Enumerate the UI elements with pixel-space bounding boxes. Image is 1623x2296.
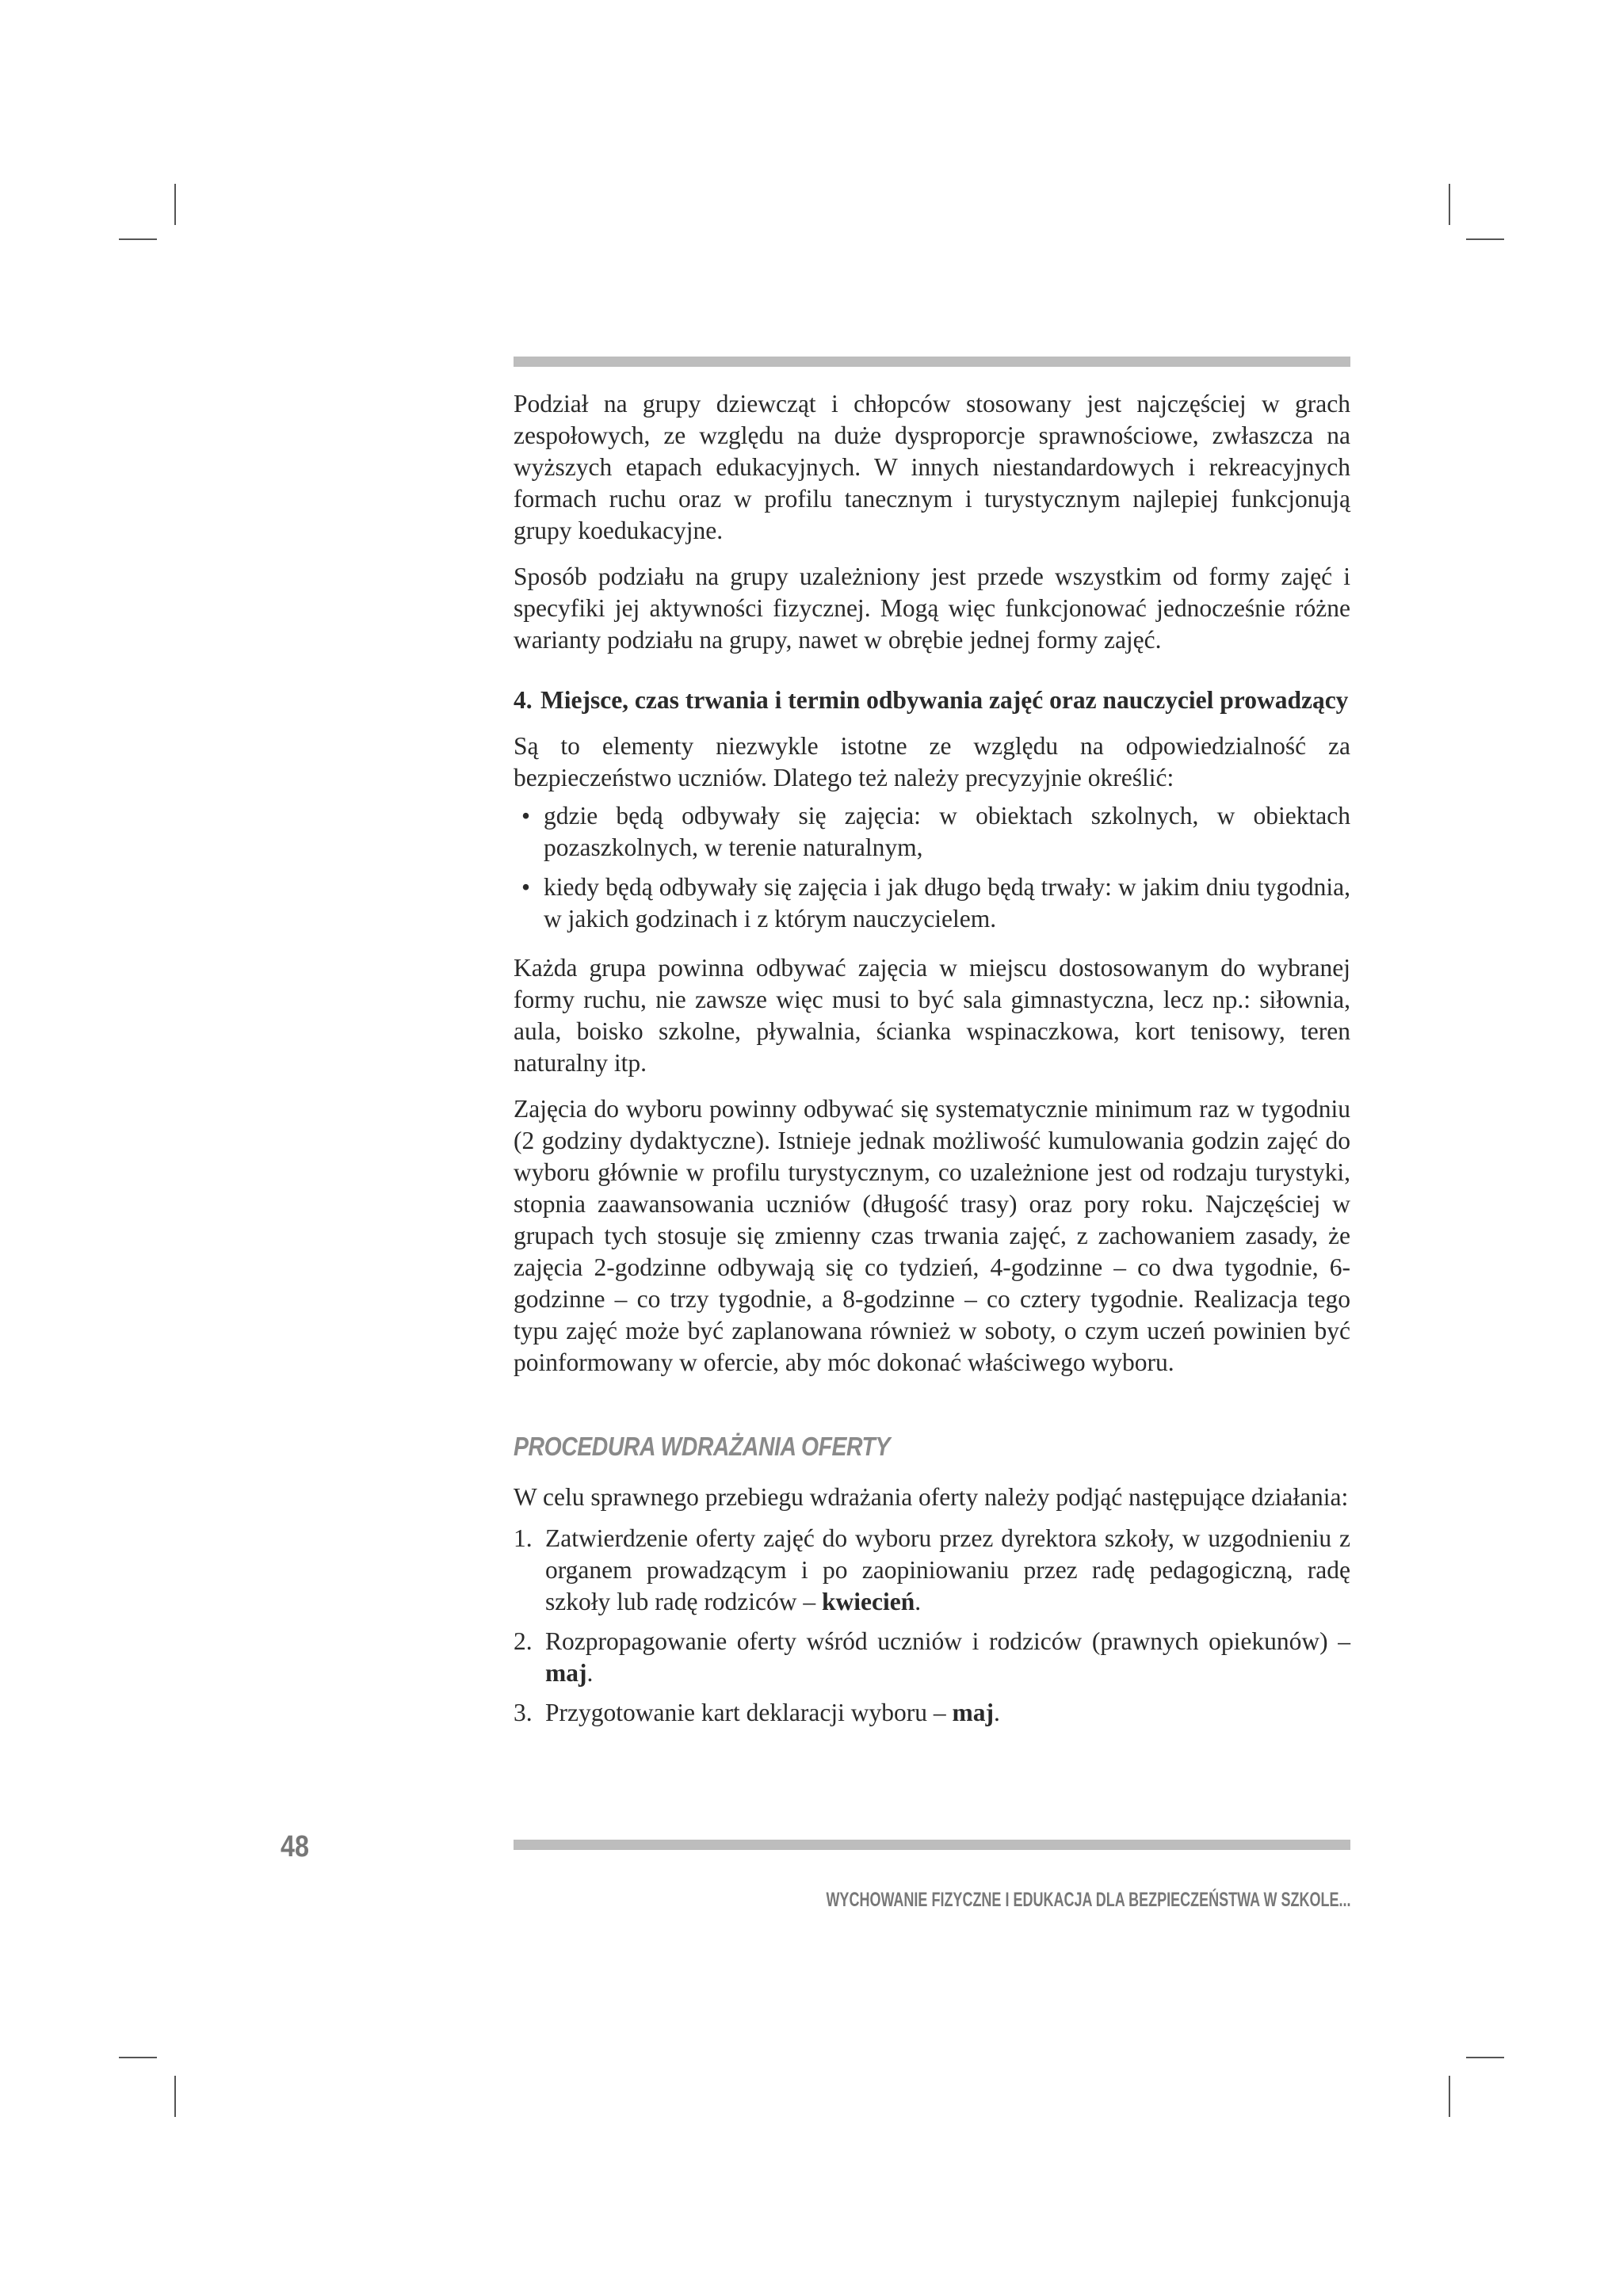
footer-rule	[514, 1840, 1350, 1850]
step-term: maj	[952, 1699, 994, 1726]
list-item	[514, 871, 1350, 935]
section-heading	[514, 685, 1350, 716]
paragraph: W celu sprawnego przebiegu wdrażania oferty należy podjąć następujące działania:	[514, 1483, 1349, 1511]
header-rule	[514, 357, 1350, 367]
paragraph: Zajęcia do wyboru powinny odbywać się systematycznie minimum raz w tygodniu (2 godziny dydaktyczne). Istnieje jednak możliwość kumulowania godzin zajęć do wyboru głównie w profilu turystycznym, co uzależnione jest od rodzaju turystyki, stopnia zaawansowania uczniów (długość trasy) oraz pory roku. Najczęściej w grupach tych stosuje się zmienny czas trwania zajęć, z zachowaniem zasady, że zajęcia 2-godzinne odbywają się co tydzień, 4-godzinne – co dwa tygodnie, 6-godzinne – co trzy tygodnie, a 8-godzinne – co cztery tygodnie. Realizacja tego typu zajęć może być zaplanowana również w soboty, o czym uczeń powinien być poinformowany w ofercie, aby móc dokonać właściwego wyboru.	[514, 1095, 1350, 1376]
page-body	[514, 388, 1350, 1737]
list-item	[514, 1626, 1350, 1689]
crop-mark	[119, 238, 157, 240]
paragraph: Każda grupa powinna odbywać zajęcia w miejscu dostosowanym do wybranej formy ruchu, nie zawsze więc musi to być sala gimnastyczna, lecz np.: siłownia, aula, boisko szkolne, pływalnia, ścianka wspinaczkowa, kort tenisowy, teren naturalny itp.	[514, 954, 1350, 1077]
bullet-icon: •	[521, 873, 531, 901]
crop-mark	[1466, 238, 1504, 240]
step-term: kwiecień	[822, 1588, 915, 1615]
crop-mark	[174, 2076, 176, 2117]
crop-mark	[1466, 2057, 1504, 2058]
section-title: Miejsce, czas trwania i termin odbywania zajęć oraz nauczyciel prowadzący	[540, 686, 1349, 714]
page-number: 48	[281, 1830, 309, 1863]
list-item	[514, 800, 1350, 864]
step-text: Przygotowanie kart deklaracji wyboru – maj.	[545, 1699, 1000, 1726]
running-title: WYCHOWANIE FIZYCZNE I EDUKACJA DLA BEZPIECZEŃSTWA W SZKOLE...	[825, 1889, 1350, 1911]
step-number: 2.	[514, 1627, 533, 1655]
crop-mark	[1449, 2076, 1450, 2117]
crop-mark	[119, 2057, 157, 2058]
section-number: 4.	[514, 686, 533, 714]
paragraph: Sposób podziału na grupy uzależniony jest przede wszystkim od formy zajęć i specyfiki jej aktywności fizycznej. Mogą więc funkcjonować jednocześnie różne warianty podziału na grupy, nawet w obrębie jednej formy zajęć.	[514, 563, 1350, 654]
list-item	[514, 1523, 1350, 1618]
step-text: Zatwierdzenie oferty zajęć do wyboru przez dyrektora szkoły, w uzgodnieniu z organem prowadzącym i po zaopiniowaniu przez radę pedagogiczną, radę szkoły lub radę rodziców – kwiecień.	[545, 1524, 1350, 1615]
step-number: 3.	[514, 1699, 533, 1726]
list-item-text: gdzie będą odbywały się zajęcia: w obiektach szkolnych, w obiektach pozaszkolnych, w terenie naturalnym,	[544, 802, 1350, 861]
step-text: Rozpropagowanie oferty wśród uczniów i rodziców (prawnych opiekunów) – maj.	[545, 1627, 1350, 1687]
step-number: 1.	[514, 1524, 533, 1552]
crop-mark	[174, 184, 176, 225]
list-item-text: kiedy będą odbywały się zajęcia i jak długo będą trwały: w jakim dniu tygodnia, w jakich godzinach i z którym nauczycielem.	[544, 873, 1350, 933]
crop-mark	[1449, 184, 1450, 225]
bullet-list	[514, 800, 1350, 935]
paragraph: Podział na grupy dziewcząt i chłopców stosowany jest najczęściej w grach zespołowych, ze względu na duże dysproporcje sprawnościowe, zwłaszcza na wyższych etapach edukacyjnych. W innych niestandardowych i rekreacyjnych formach ruchu oraz w profilu tanecznym i turystycznym najlepiej funkcjonują grupy koedukacyjne.	[514, 390, 1350, 544]
paragraph: Są to elementy niezwykle istotne ze względu na odpowiedzialność za bezpieczeństwo uczniów. Dlatego też należy precyzyjnie określić:	[514, 732, 1350, 791]
bullet-icon: •	[521, 802, 531, 830]
step-term: maj	[545, 1659, 587, 1687]
list-item	[514, 1697, 1350, 1729]
chapter-heading: PROCEDURA WDRAŻANIA OFERTY	[514, 1432, 890, 1461]
steps-list	[514, 1523, 1350, 1729]
